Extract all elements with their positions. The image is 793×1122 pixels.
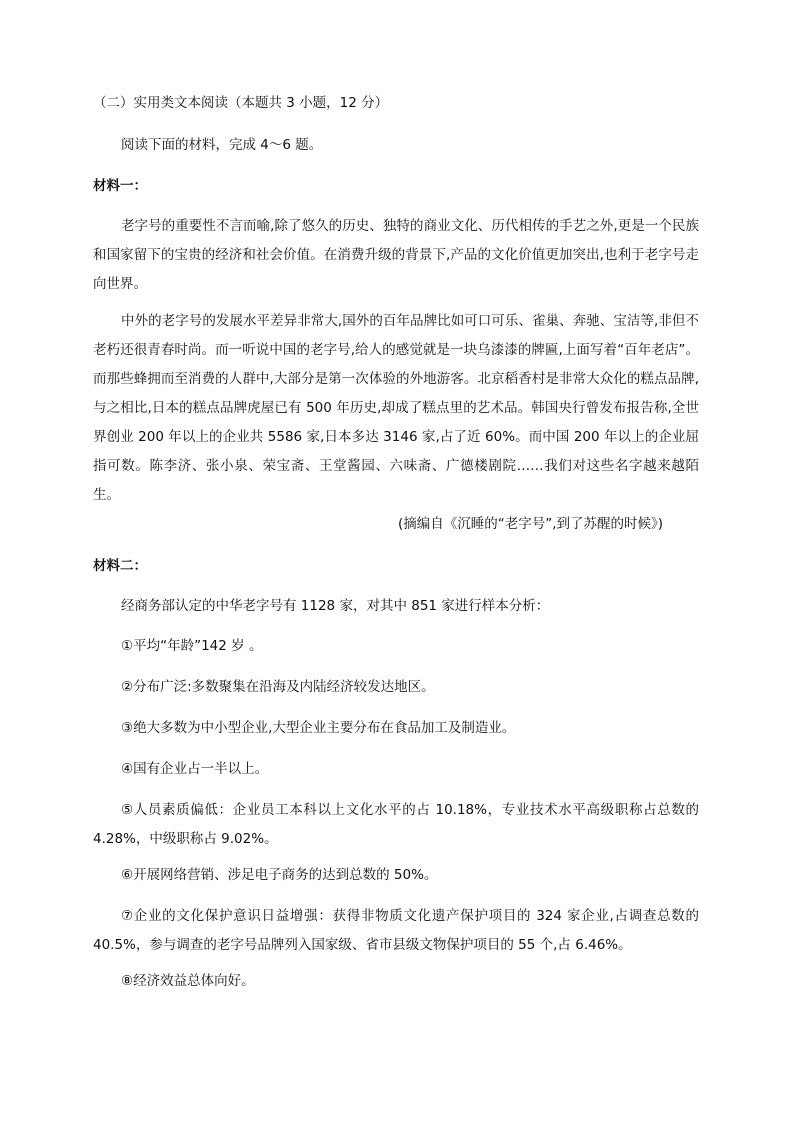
material2-heading: 材料二： xyxy=(93,558,147,574)
material2-item-7: ⑦企业的文化保护意识日益增强：获得非物质文化遗产保护项目的 324 家企业,占调查总数的 40.5%，参与调查的老字号品牌列入国家级、省市县级文物保护项目的 55 个,占 6.46%。 xyxy=(93,908,699,953)
material2-item-2: ②分布广泛:多数聚集在沿海及内陆经济较发达地区。 xyxy=(121,679,435,695)
section-title: （二）实用类文本阅读（本题共 3 小题，12 分） xyxy=(93,95,389,111)
material1-heading: 材料一： xyxy=(93,178,147,194)
material2-intro: 经商务部认定的中华老字号有 1128 家，对其中 851 家进行样本分析： xyxy=(121,598,550,614)
material2-item-3: ③绝大多数为中小型企业,大型企业主要分布在食品加工及制造业。 xyxy=(121,720,516,736)
material2-item-1: ①平均“年龄”142 岁 。 xyxy=(121,638,263,654)
material2-item-6: ⑥开展网络营销、涉足电子商务的达到总数的 50%。 xyxy=(121,867,438,883)
material2-item-8: ⑧经济效益总体向好。 xyxy=(121,973,255,989)
instruction-text: 阅读下面的材料，完成 4～6 题。 xyxy=(121,137,323,153)
material2-item-4: ④国有企业占一半以上。 xyxy=(121,761,269,777)
material1-paragraph-2: 中外的老字号的发展水平差异非常大,国外的百年品牌比如可口可乐、雀巢、奔驰、宝洁等,非但不老朽还很青春时尚。而一听说中国的老字号,给人的感觉就是一块乌漆漆的牌匾,上面写着“百年老店”。而那些蜂拥而至消费的人群中,大部分是第一次体验的外地游客。北京稻香村是非常大众化的糕点品牌,与之相比,日本的糕点品牌虎屋已有 500 年历史,却成了糕点里的艺术品。韩国央行曾发布报告称,全世界创业 200 年以上的企业共 5586 家,日本多达 3146 家,占了近 60%。而中国 200 年以上的企业屈指可数。陈李济、张小泉、荣宝斋、王堂酱园、六味斋、广德楼剧院……我们对这些名字越来越陌生。 xyxy=(93,313,699,503)
material2-item-5: ⑤人员素质偏低：企业员工本科以上文化水平的占 10.18%，专业技术水平高级职称占总数的 4.28%，中级职称占 9.02%。 xyxy=(93,802,699,847)
material1-source: (摘编自《沉睡的“老字号”,到了苏醒的时候》) xyxy=(397,516,663,532)
material1-paragraph-1: 老字号的重要性不言而喻,除了悠久的历史、独特的商业文化、历代相传的手艺之外,更是一个民族和国家留下的宝贵的经济和社会价值。在消费升级的背景下,产品的文化价值更加突出,也利于老字号走向世界。 xyxy=(93,218,699,292)
